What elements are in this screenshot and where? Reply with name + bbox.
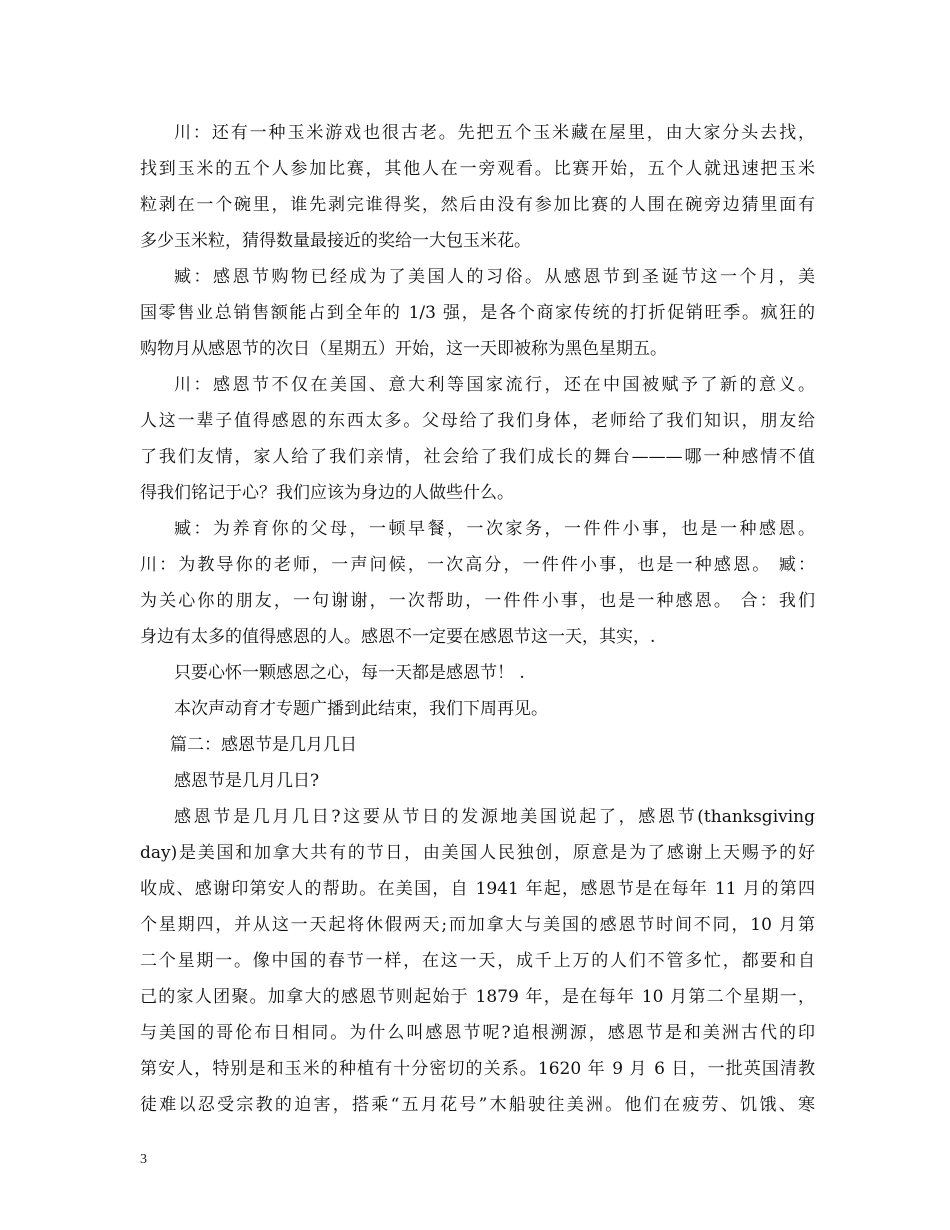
text-line: 川：感恩节不仅在美国、意大利等国家流行，还在中国被赋予了新的意义。 [174,375,815,395]
text-line: 第安人，特别是和玉米的种植有十分密切的关系。1620 年 9 月 6 日，一批英国清教 [140,1059,815,1079]
text-line: 己的家人团聚。加拿大的感恩节则起始于 1879 年，是在每年 10 月第二个星期一， [140,987,815,1007]
text-line: 了我们友情，家人给了我们亲情，社会给了我们成长的舞台———哪一种感情不值 [140,447,815,467]
text-line: 只要心怀一颗感恩之心，每一天都是感恩节！ . [174,663,525,683]
document-body [140,117,815,1125]
text-line: 川：还有一种玉米游戏也很古老。先把五个玉米藏在屋里，由大家分头去找， [174,123,815,143]
text-line: 收成、感谢印第安人的帮助。在美国，自 1941 年起，感恩节是在每年 11 月的第四 [140,879,815,899]
text-line: 川：为教导你的老师，一声问候，一次高分，一件件小事，也是一种感恩。 臧： [140,555,815,575]
text-line: 为关心你的朋友，一句谢谢，一次帮助，一件件小事，也是一种感恩。 合：我们 [140,591,815,611]
text-line: 购物月从感恩节的次日（星期五）开始，这一天即被称为黑色星期五。 [140,339,667,359]
text-line: 徒难以忍受宗教的迫害，搭乘“五月花号”木船驶往美洲。他们在疲劳、饥饿、寒 [140,1095,815,1115]
text-line: 找到玉米的五个人参加比赛，其他人在一旁观看。比赛开始，五个人就迅速把玉米 [140,159,815,179]
section-heading: 篇二：感恩节是几月几日 [170,735,357,755]
text-line: 粒剥在一个碗里，谁先剥完谁得奖，然后由没有参加比赛的人围在碗旁边猜里面有 [140,195,815,215]
text-line: 多少玉米粒，猜得数量最接近的奖给一大包玉米花。 [140,231,531,251]
text-line: 得我们铭记于心？我们应该为身边的人做些什么。 [140,483,514,503]
text-line: 感恩节是几月几日?这要从节日的发源地美国说起了，感恩节(thanksgiving [174,807,815,827]
text-line: 人这一辈子值得感恩的东西太多。父母给了我们身体，老师给了我们知识，朋友给 [140,411,815,431]
text-line: 本次声动育才专题广播到此结束，我们下周再见。 [174,699,548,719]
text-line: 臧：感恩节购物已经成为了美国人的习俗。从感恩节到圣诞节这一个月，美 [174,267,815,287]
text-line: 身边有太多的值得感恩的人。感恩不一定要在感恩节这一天，其实，. [140,627,656,647]
text-line: 与美国的哥伦布日相同。为什么叫感恩节呢?追根溯源，感恩节是和美洲古代的印 [140,1023,815,1043]
text-line: 国零售业总销售额能占到全年的 1/3 强，是各个商家传统的打折促销旺季。疯狂的 [140,303,815,323]
page-number: 3 [140,1152,147,1167]
text-line: 感恩节是几月几日? [174,771,320,791]
text-line: 臧：为养育你的父母，一顿早餐，一次家务，一件件小事，也是一种感恩。 [174,519,815,539]
text-line: 个星期四，并从这一天起将休假两天;而加拿大与美国的感恩节时间不同，10 月第 [140,915,815,935]
text-line: 二个星期一。像中国的春节一样，在这一天，成千上万的人们不管多忙，都要和自 [140,951,815,971]
text-line: day)是美国和加拿大共有的节日，由美国人民独创，原意是为了感谢上天赐予的好 [140,843,815,863]
